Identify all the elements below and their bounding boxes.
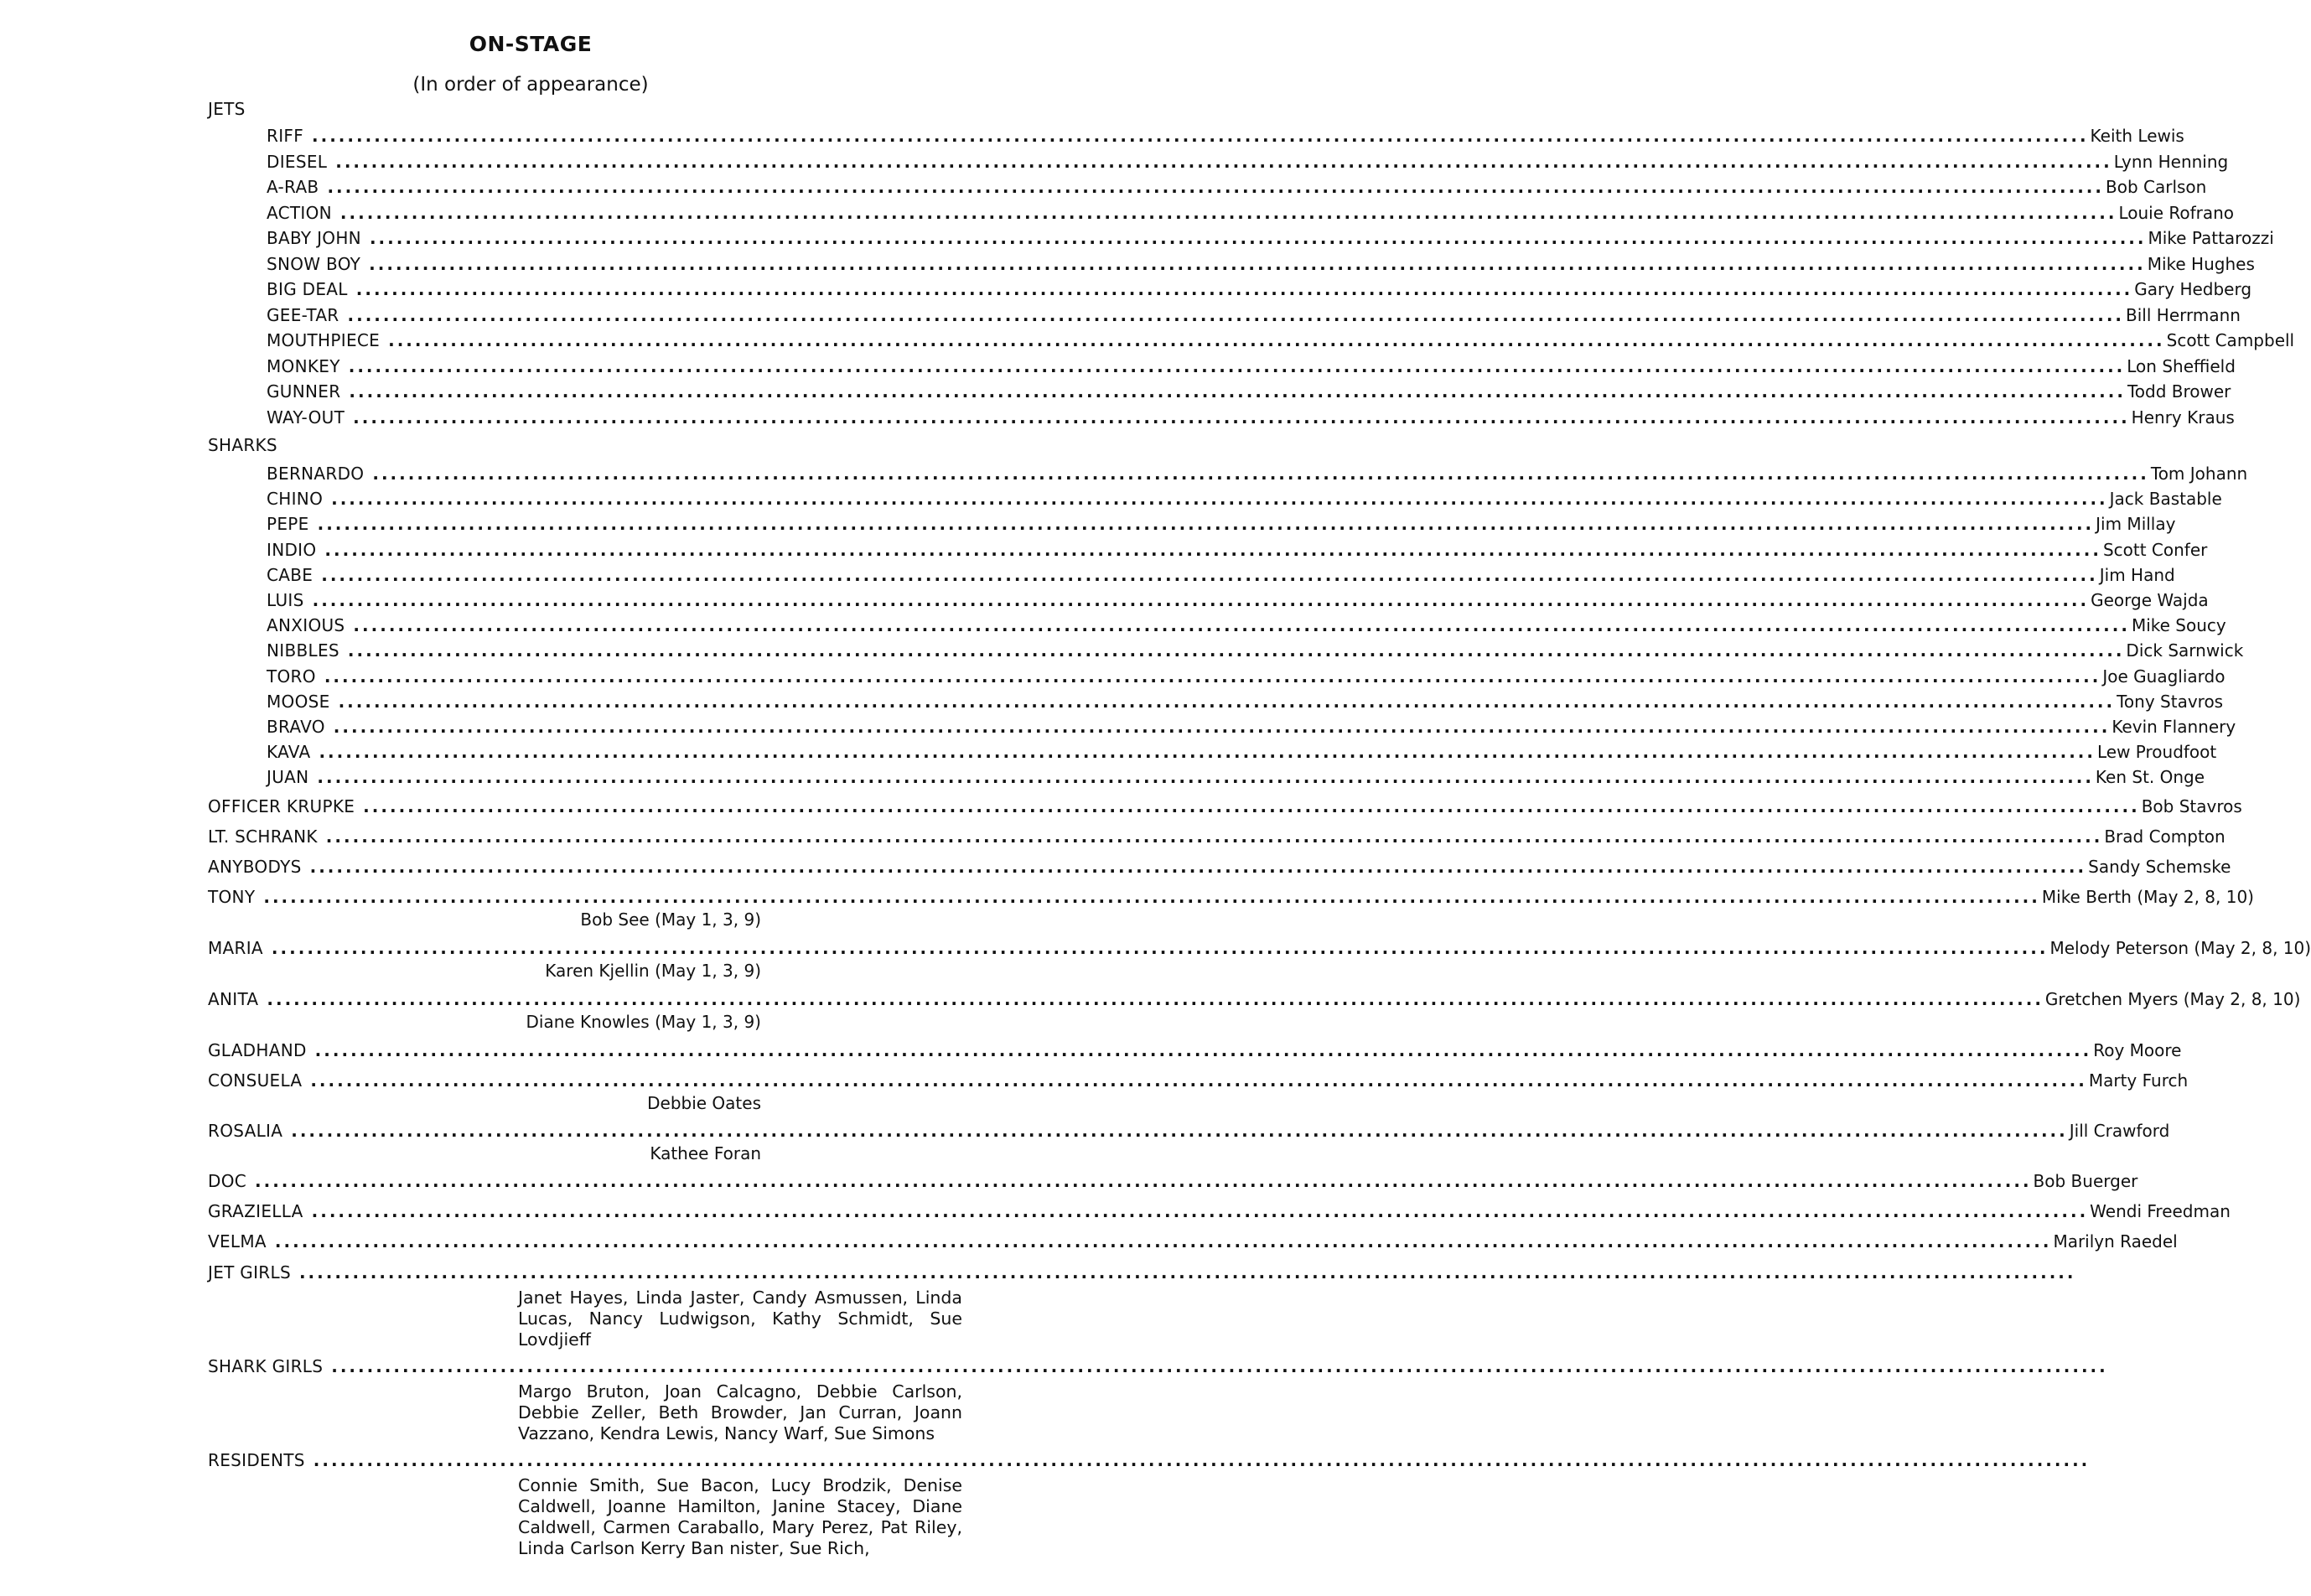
dot-leader: ........................................................................................................................................................................................................ [388, 330, 2165, 350]
actor-name: Mike Berth (May 2, 8, 10) [2041, 887, 2254, 907]
actor-name: Joe Guagliardo [2102, 666, 2226, 687]
actor-name: Melody Peterson (May 2, 8, 10) [2049, 938, 2311, 958]
dot-leader: ........................................................................................................................................................................................................ [291, 1121, 2068, 1141]
role-name: ANITA [208, 989, 259, 1009]
dot-leader: ........................................................................................................................................................................................................ [312, 590, 2090, 610]
dot-leader: ........................................................................................................................................................................................................ [317, 514, 2095, 535]
role-name: RESIDENTS [208, 1450, 305, 1470]
actor-name: Brad Compton [2104, 826, 2226, 847]
dot-leader: ........................................................................................................................................................................................................ [309, 857, 2087, 877]
sharks-member-row [267, 514, 2176, 537]
actor-name: Todd Brower [2127, 381, 2231, 402]
role-name: GEE-TAR [267, 304, 339, 325]
actor-name: Jim Hand [2099, 564, 2175, 585]
dot-leader: ........................................................................................................................................................................................................ [311, 1201, 2089, 1221]
dot-leader: ........................................................................................................................................................................................................ [274, 1231, 2052, 1251]
dot-leader: ........................................................................................................................................................................................................ [353, 407, 2130, 428]
alternate-actor: Debbie Oates [647, 1093, 761, 1113]
dot-leader: ........................................................................................................................................................................................................ [314, 1040, 2092, 1060]
actor-name: Jack Bastable [2109, 489, 2222, 510]
role-name: KAVA [267, 742, 311, 763]
actor-name: Tony Stavros [2117, 691, 2224, 712]
role-name: A-RAB [267, 177, 319, 197]
dot-leader: ........................................................................................................................................................................................................ [313, 1450, 2091, 1470]
role-name: LUIS [267, 590, 304, 610]
ensemble-names: Connie Smith, Sue Bacon, Lucy Brodzik, Denise Caldwell, Joanne Hamilton, Janine Stacey, Diane Caldwell, Carmen Caraballo, Mary Perez, Pat Riley, Linda Carlson Kerry Ban nister, Sue Rich, [518, 1475, 962, 1558]
dot-leader: ........................................................................................................................................................................................................ [339, 202, 2117, 223]
role-name: BRAVO [267, 717, 325, 737]
role-name: BIG DEAL [267, 279, 348, 299]
dot-leader: ........................................................................................................................................................................................................ [298, 1262, 2076, 1282]
actor-name: Mike Hughes [2147, 253, 2255, 274]
role-name: BERNARDO [267, 464, 365, 484]
actor-name: Gary Hedberg [2134, 279, 2252, 299]
actor-name: Scott Confer [2102, 539, 2208, 560]
jets-member-row [267, 355, 2236, 380]
actor-name: Louie Rofrano [2118, 202, 2235, 223]
jets-member-row [267, 126, 2184, 149]
actor-name: Jill Crawford [2069, 1121, 2170, 1141]
role-name: WAY-OUT [267, 407, 345, 428]
dot-leader: ........................................................................................................................................................................................................ [331, 1356, 2108, 1376]
role-name: ANXIOUS [267, 615, 345, 636]
sharks-member-row [267, 539, 2208, 563]
sharks-member-row [267, 564, 2175, 588]
role-name: NIBBLES [267, 640, 339, 661]
ensemble-names: Janet Hayes, Linda Jaster, Candy Asmussen, Linda Lucas, Nancy Ludwigson, Kathy Schmidt, Sue Lovdjieff [518, 1288, 962, 1350]
dot-leader: ........................................................................................................................................................................................................ [355, 279, 2133, 299]
dot-leader: ........................................................................................................................................................................................................ [327, 177, 2104, 197]
dot-leader: ........................................................................................................................................................................................................ [348, 355, 2126, 376]
role-name: CONSUELA [208, 1070, 303, 1091]
actor-name: Bob Carlson [2105, 177, 2207, 197]
dot-leader: ........................................................................................................................................................................................................ [317, 767, 2094, 788]
jets-member-row [267, 228, 2274, 251]
dot-leader: ........................................................................................................................................................................................................ [324, 666, 2101, 687]
dot-leader: ........................................................................................................................................................................................................ [369, 253, 2146, 274]
jets-heading: JETS [208, 99, 246, 119]
sharks-member-row [267, 717, 2236, 740]
role-name: JUAN [267, 767, 309, 788]
actor-name: Kevin Flannery [2112, 717, 2236, 737]
jets-member-row [267, 381, 2231, 405]
dot-leader: ........................................................................................................................................................................................................ [347, 304, 2125, 325]
role-name: LT. SCHRANK [208, 826, 318, 847]
principal-row [208, 1171, 2138, 1194]
page-title: ON-STAGE [469, 32, 593, 56]
actor-name: Wendi Freedman [2090, 1201, 2231, 1221]
sharks-member-row [267, 691, 2224, 715]
jets-member-row [267, 151, 2229, 175]
role-name: ACTION [267, 202, 332, 223]
alternate-actor: Kathee Foran [650, 1143, 761, 1163]
dot-leader: ........................................................................................................................................................................................................ [255, 1171, 2032, 1191]
sharks-member-row [267, 742, 2217, 765]
ensemble-group-row [208, 1356, 2108, 1380]
actor-name: Bob Buerger [2033, 1171, 2138, 1191]
dot-leader: ........................................................................................................................................................................................................ [372, 464, 2149, 484]
role-name: GRAZIELLA [208, 1201, 303, 1221]
actor-name: Gretchen Myers (May 2, 8, 10) [2044, 989, 2301, 1009]
principal-row [208, 1231, 2178, 1255]
actor-name: Lon Sheffield [2127, 355, 2236, 376]
role-name: BABY JOHN [267, 228, 361, 248]
role-name: TORO [267, 666, 316, 687]
role-name: TONY [208, 887, 256, 907]
actor-name: Keith Lewis [2090, 126, 2184, 146]
dot-leader: ........................................................................................................................................................................................................ [347, 640, 2125, 661]
sharks-member-row [267, 767, 2205, 790]
actor-name: Sandy Schemske [2088, 857, 2231, 877]
jets-member-row [267, 202, 2235, 226]
role-name: ANYBODYS [208, 857, 302, 877]
role-name: SHARK GIRLS [208, 1356, 324, 1376]
jets-member-row [267, 407, 2235, 431]
sharks-member-row [267, 489, 2222, 512]
principal-row [208, 1070, 2189, 1094]
role-name: CHINO [267, 489, 324, 510]
actor-name: Marilyn Raedel [2053, 1231, 2178, 1251]
dot-leader: ........................................................................................................................................................................................................ [319, 742, 2096, 763]
role-name: GUNNER [267, 381, 341, 402]
role-name: ROSALIA [208, 1121, 283, 1141]
dot-leader: ........................................................................................................................................................................................................ [349, 381, 2126, 402]
role-name: MOOSE [267, 691, 330, 712]
role-name: INDIO [267, 539, 317, 560]
sharks-member-row [267, 666, 2226, 690]
jets-member-row [267, 304, 2241, 329]
actor-name: Ken St. Onge [2095, 767, 2205, 788]
role-name: MOUTHPIECE [267, 330, 381, 350]
actor-name: Mike Pattarozzi [2148, 228, 2274, 248]
dot-leader: ........................................................................................................................................................................................................ [333, 717, 2111, 737]
actor-name: Bob Stavros [2141, 796, 2242, 816]
dot-leader: ........................................................................................................................................................................................................ [369, 228, 2147, 248]
jets-member-row [267, 253, 2255, 277]
actor-name: Scott Campbell [2166, 330, 2295, 350]
dot-leader: ........................................................................................................................................................................................................ [271, 938, 2049, 958]
role-name: SNOW BOY [267, 253, 361, 274]
principal-row [208, 989, 2301, 1013]
sharks-member-row [267, 464, 2248, 487]
role-name: JET GIRLS [208, 1262, 291, 1282]
principal-row [208, 938, 2311, 961]
actor-name: Lew Proudfoot [2096, 742, 2217, 763]
actor-name: George Wajda [2091, 590, 2209, 610]
dot-leader: ........................................................................................................................................................................................................ [331, 489, 2108, 510]
sharks-member-row [267, 590, 2209, 614]
jets-member-row [267, 177, 2207, 200]
actor-name: Roy Moore [2093, 1040, 2182, 1060]
role-name: VELMA [208, 1231, 267, 1251]
alternate-actor: Diane Knowles (May 1, 3, 9) [526, 1012, 761, 1032]
jets-member-row [267, 279, 2252, 303]
role-name: RIFF [267, 126, 304, 146]
dot-leader: ........................................................................................................................................................................................................ [263, 887, 2040, 907]
jets-member-row [267, 330, 2295, 354]
dot-leader: ........................................................................................................................................................................................................ [312, 126, 2089, 146]
role-name: DOC [208, 1171, 247, 1191]
actor-name: Dick Sarnwick [2126, 640, 2244, 661]
actor-name: Lynn Henning [2113, 151, 2229, 172]
sharks-member-row [267, 615, 2226, 639]
principal-row [208, 857, 2231, 880]
role-name: PEPE [267, 514, 309, 535]
alternate-actor: Karen Kjellin (May 1, 3, 9) [545, 961, 761, 981]
dot-leader: ........................................................................................................................................................................................................ [321, 564, 2098, 585]
dot-leader: ........................................................................................................................................................................................................ [363, 796, 2140, 816]
ensemble-group-row [208, 1450, 2091, 1474]
principal-row [208, 796, 2242, 820]
actor-name: Henry Kraus [2131, 407, 2235, 428]
dot-leader: ........................................................................................................................................................................................................ [353, 615, 2130, 636]
dot-leader: ........................................................................................................................................................................................................ [267, 989, 2044, 1009]
dot-leader: ........................................................................................................................................................................................................ [324, 539, 2101, 560]
principal-row [208, 887, 2254, 910]
sharks-heading: SHARKS [208, 435, 277, 455]
principal-row [208, 826, 2226, 850]
actor-name: Bill Herrmann [2126, 304, 2241, 325]
role-name: CABE [267, 564, 313, 585]
role-name: GLADHAND [208, 1040, 307, 1060]
actor-name: Marty Furch [2088, 1070, 2189, 1091]
role-name: MARIA [208, 938, 263, 958]
actor-name: Mike Soucy [2131, 615, 2226, 636]
ensemble-group-row [208, 1262, 2076, 1286]
sharks-member-row [267, 640, 2244, 664]
role-name: MONKEY [267, 355, 340, 376]
dot-leader: ........................................................................................................................................................................................................ [335, 151, 2112, 172]
actor-name: Tom Johann [2150, 464, 2248, 484]
dot-leader: ........................................................................................................................................................................................................ [310, 1070, 2087, 1091]
alternate-actor: Bob See (May 1, 3, 9) [580, 909, 761, 930]
dot-leader: ........................................................................................................................................................................................................ [325, 826, 2103, 847]
page-subtitle: (In order of appearance) [412, 74, 649, 96]
principal-row [208, 1040, 2182, 1064]
role-name: DIESEL [267, 151, 328, 172]
ensemble-names: Margo Bruton, Joan Calcagno, Debbie Carlson, Debbie Zeller, Beth Browder, Jan Curran, Joann Vazzano, Kendra Lewis, Nancy Warf, Sue Simons [518, 1381, 962, 1443]
principal-row [208, 1201, 2231, 1225]
actor-name: Jim Millay [2096, 514, 2176, 535]
role-name: OFFICER KRUPKE [208, 796, 355, 816]
principal-row [208, 1121, 2170, 1144]
dot-leader: ........................................................................................................................................................................................................ [338, 691, 2116, 712]
